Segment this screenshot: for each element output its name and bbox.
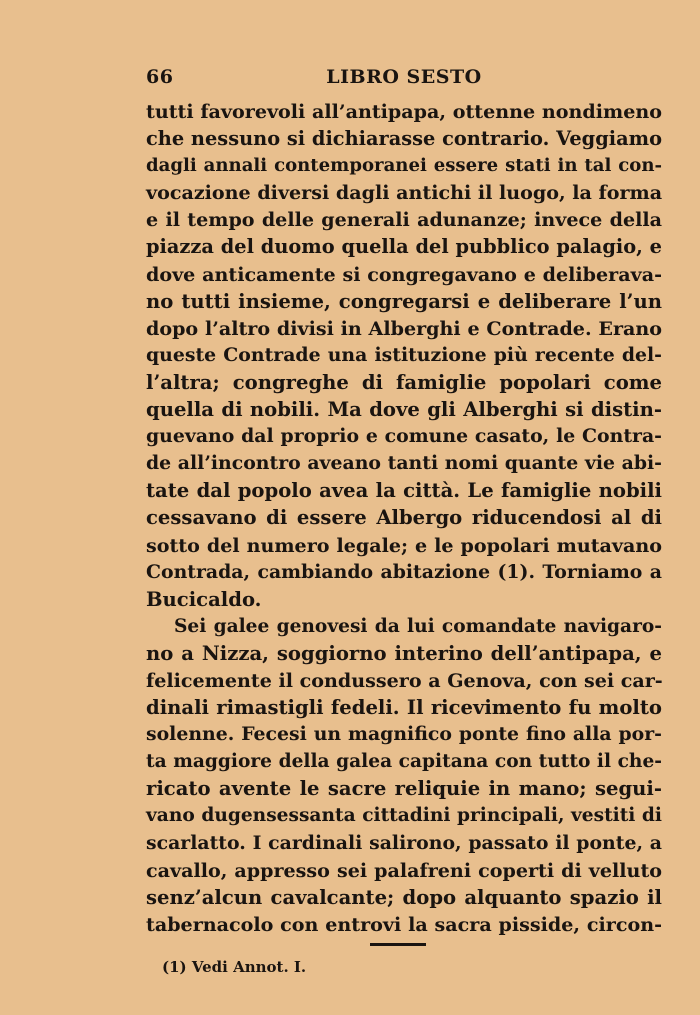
text-line: scarlatto. I cardinali salirono, passato il ponte, a [146,831,662,854]
text-line: che nessuno si dichiarasse contrario. Veggiamo [146,127,662,151]
text-line: ricato avente le sacre reliquie in mano; segui- [146,777,662,801]
text-line: piazza del duomo quella del pubblico palagio, e [146,235,662,259]
text-line: no a Nizza, soggiorno interino dell’antipapa, e [146,641,662,665]
text-line: queste Contrade una istituzione più recente del- [146,343,662,366]
text-line: cavallo, appresso sei palafreni coperti di velluto [146,858,662,882]
text-line: Contrada, cambiando abitazione (1). Torniamo a [146,560,662,583]
text-line: vano dugensessanta cittadini principali, vestiti di [146,805,662,827]
text-line: dagli annali contemporanei essere stati in tal con- [146,155,662,177]
text-line: dove anticamente si congregavano e deliberava- [146,262,662,286]
text-line: Bucicaldo. [146,587,262,611]
page-number: 66 [146,66,174,88]
body-text [146,98,662,938]
footnote: (1) Vedi Annot. I. [162,958,307,976]
text-line: tutti favorevoli all’antipapa, ottenne nondimeno [146,100,662,123]
footnote-rule [370,943,426,946]
text-line: tabernacolo con entrovi la sacra pisside, circon- [146,912,662,936]
text-line: dinali rimastigli fedeli. Il ricevimento fu molto [146,696,662,720]
text-line: senz’alcun cavalcante; dopo alquanto spazio il [146,885,662,909]
text-line: sotto del numero legale; e le popolari mutavano [146,533,662,557]
text-line: tate dal popolo avea la città. Le famiglie nobili [146,479,662,503]
text-line: dopo l’altro divisi in Alberghi e Contrade. Erano [146,316,662,340]
text-line: ta maggiore della galea capitana con tutto il che- [146,751,662,773]
text-line: l’altra; congreghe di famiglie popolari come [146,370,662,394]
page-header [146,66,662,96]
text-line: vocazione diversi dagli antichi il luogo, la forma [146,181,663,205]
text-line: cessavano di essere Albergo riducendosi al di [146,506,662,530]
text-line: quella di nobili. Ma dove gli Alberghi si distin- [146,398,662,422]
text-line: guevano dal proprio e comune casato, le Contra- [146,425,662,448]
text-line: e il tempo delle generali adunanze; invece della [146,208,662,232]
text-line: solenne. Fecesi un magnifico ponte fino alla por- [146,723,662,746]
text-line: de all’incontro aveano tanti nomi quante vie abi- [146,452,662,475]
text-line: Sei galee genovesi da lui comandate navigaro- [174,615,662,637]
text-line: felicemente il condussero a Genova, con sei car- [146,668,663,692]
running-title: LIBRO SESTO [326,66,482,88]
text-line: no tutti insieme, congregarsi e deliberare l’un [146,289,662,313]
